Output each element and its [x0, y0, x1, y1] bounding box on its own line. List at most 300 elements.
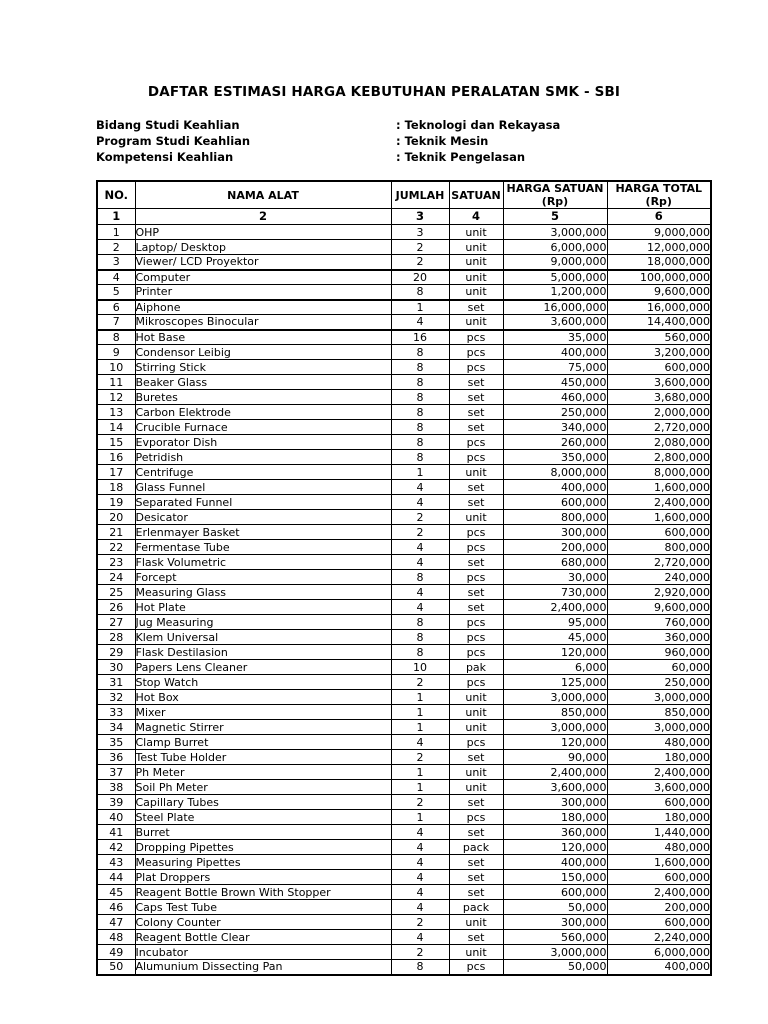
- table-row: [97, 780, 711, 795]
- table-row: [97, 360, 711, 375]
- cell-nama-alat: Crucible Furnace: [135, 420, 391, 435]
- cell-harga-satuan: 3,000,000: [503, 720, 607, 735]
- cell-nama-alat: Laptop/ Desktop: [135, 240, 391, 255]
- cell-no: 6: [97, 300, 135, 315]
- cell-no: 2: [97, 240, 135, 255]
- cell-nama-alat: Klem Universal: [135, 630, 391, 645]
- cell-harga-satuan: 120,000: [503, 645, 607, 660]
- cell-jumlah: 3: [391, 225, 449, 240]
- cell-harga-satuan: 9,000,000: [503, 255, 607, 270]
- cell-satuan: unit: [449, 510, 503, 525]
- table-head: [97, 181, 711, 225]
- cell-jumlah: 1: [391, 780, 449, 795]
- cell-nama-alat: Hot Base: [135, 330, 391, 345]
- cell-harga-satuan: 400,000: [503, 855, 607, 870]
- table-row: [97, 435, 711, 450]
- cell-nama-alat: Measuring Glass: [135, 585, 391, 600]
- cell-jumlah: 1: [391, 705, 449, 720]
- cell-satuan: set: [449, 870, 503, 885]
- table-row: [97, 240, 711, 255]
- cell-harga-satuan: 3,000,000: [503, 690, 607, 705]
- table-row: [97, 255, 711, 270]
- table-row: [97, 960, 711, 975]
- cell-jumlah: 4: [391, 825, 449, 840]
- cell-no: 35: [97, 735, 135, 750]
- cell-jumlah: 4: [391, 930, 449, 945]
- table-row: [97, 405, 711, 420]
- cell-jumlah: 8: [391, 285, 449, 300]
- cell-harga-satuan: 800,000: [503, 510, 607, 525]
- cell-nama-alat: Fermentase Tube: [135, 540, 391, 555]
- cell-harga-satuan: 95,000: [503, 615, 607, 630]
- cell-jumlah: 4: [391, 840, 449, 855]
- cell-no: 27: [97, 615, 135, 630]
- table-row: [97, 450, 711, 465]
- cell-nama-alat: Viewer/ LCD Proyektor: [135, 255, 391, 270]
- cell-nama-alat: Clamp Burret: [135, 735, 391, 750]
- cell-jumlah: 8: [391, 645, 449, 660]
- cell-harga-satuan: 16,000,000: [503, 300, 607, 315]
- cell-jumlah: 4: [391, 555, 449, 570]
- column-header-harga-total-line1: HARGA TOTAL: [615, 182, 703, 195]
- table-row: [97, 600, 711, 615]
- cell-harga-total: 180,000: [607, 750, 711, 765]
- cell-harga-total: 960,000: [607, 645, 711, 660]
- cell-harga-satuan: 260,000: [503, 435, 607, 450]
- meta-value: : Teknik Mesin: [396, 134, 489, 148]
- cell-satuan: set: [449, 480, 503, 495]
- cell-nama-alat: Beaker Glass: [135, 375, 391, 390]
- table-body: [97, 225, 711, 975]
- table-row: [97, 225, 711, 240]
- table-header-row: [97, 181, 711, 209]
- table-row: [97, 705, 711, 720]
- cell-harga-satuan: 3,600,000: [503, 315, 607, 330]
- cell-jumlah: 1: [391, 690, 449, 705]
- cell-nama-alat: Papers Lens Cleaner: [135, 660, 391, 675]
- cell-satuan: set: [449, 750, 503, 765]
- cell-nama-alat: Stirring Stick: [135, 360, 391, 375]
- column-number-5: 5: [503, 209, 607, 225]
- cell-harga-satuan: 350,000: [503, 450, 607, 465]
- cell-no: 41: [97, 825, 135, 840]
- column-header-no: NO.: [97, 181, 135, 209]
- table-row: [97, 525, 711, 540]
- cell-harga-total: 6,000,000: [607, 945, 711, 960]
- cell-nama-alat: Test Tube Holder: [135, 750, 391, 765]
- cell-jumlah: 8: [391, 570, 449, 585]
- cell-no: 26: [97, 600, 135, 615]
- cell-jumlah: 20: [391, 270, 449, 285]
- table-row: [97, 735, 711, 750]
- table-row: [97, 675, 711, 690]
- column-header-jumlah: JUMLAH: [391, 181, 449, 209]
- cell-satuan: set: [449, 585, 503, 600]
- meta-row-kompetensi-keahlian: [96, 149, 768, 165]
- cell-no: 32: [97, 690, 135, 705]
- table-row: [97, 945, 711, 960]
- cell-jumlah: 2: [391, 510, 449, 525]
- cell-nama-alat: OHP: [135, 225, 391, 240]
- cell-harga-total: 240,000: [607, 570, 711, 585]
- cell-harga-satuan: 340,000: [503, 420, 607, 435]
- cell-no: 31: [97, 675, 135, 690]
- cell-jumlah: 4: [391, 900, 449, 915]
- cell-harga-satuan: 850,000: [503, 705, 607, 720]
- table-row: [97, 870, 711, 885]
- table-row: [97, 495, 711, 510]
- cell-nama-alat: Buretes: [135, 390, 391, 405]
- table-row: [97, 540, 711, 555]
- cell-satuan: set: [449, 795, 503, 810]
- cell-harga-total: 1,440,000: [607, 825, 711, 840]
- cell-satuan: pak: [449, 660, 503, 675]
- cell-harga-satuan: 6,000,000: [503, 240, 607, 255]
- cell-no: 38: [97, 780, 135, 795]
- meta-value: : Teknologi dan Rekayasa: [396, 118, 561, 132]
- cell-no: 24: [97, 570, 135, 585]
- cell-nama-alat: Colony Counter: [135, 915, 391, 930]
- cell-harga-satuan: 300,000: [503, 525, 607, 540]
- cell-jumlah: 4: [391, 735, 449, 750]
- cell-harga-satuan: 125,000: [503, 675, 607, 690]
- table-row: [97, 645, 711, 660]
- cell-jumlah: 10: [391, 660, 449, 675]
- cell-jumlah: 4: [391, 585, 449, 600]
- cell-no: 29: [97, 645, 135, 660]
- table-row: [97, 420, 711, 435]
- cell-harga-satuan: 120,000: [503, 735, 607, 750]
- cell-harga-satuan: 450,000: [503, 375, 607, 390]
- cell-nama-alat: Capillary Tubes: [135, 795, 391, 810]
- cell-jumlah: 4: [391, 870, 449, 885]
- cell-satuan: pcs: [449, 960, 503, 975]
- cell-no: 47: [97, 915, 135, 930]
- cell-harga-total: 9,600,000: [607, 600, 711, 615]
- cell-nama-alat: Flask Destilasion: [135, 645, 391, 660]
- cell-jumlah: 4: [391, 885, 449, 900]
- cell-satuan: pcs: [449, 570, 503, 585]
- cell-satuan: unit: [449, 690, 503, 705]
- table-row: [97, 765, 711, 780]
- cell-satuan: set: [449, 825, 503, 840]
- cell-jumlah: 8: [391, 450, 449, 465]
- cell-jumlah: 2: [391, 525, 449, 540]
- cell-harga-satuan: 360,000: [503, 825, 607, 840]
- cell-satuan: set: [449, 555, 503, 570]
- column-number-2: 2: [135, 209, 391, 225]
- cell-satuan: set: [449, 405, 503, 420]
- cell-harga-total: 600,000: [607, 525, 711, 540]
- cell-jumlah: 2: [391, 945, 449, 960]
- cell-harga-total: 1,600,000: [607, 510, 711, 525]
- cell-satuan: pcs: [449, 540, 503, 555]
- cell-harga-total: 16,000,000: [607, 300, 711, 315]
- cell-harga-total: 3,600,000: [607, 375, 711, 390]
- cell-harga-satuan: 180,000: [503, 810, 607, 825]
- cell-harga-total: 2,920,000: [607, 585, 711, 600]
- cell-harga-total: 760,000: [607, 615, 711, 630]
- cell-harga-total: 560,000: [607, 330, 711, 345]
- cell-nama-alat: Separated Funnel: [135, 495, 391, 510]
- cell-harga-satuan: 400,000: [503, 345, 607, 360]
- cell-harga-satuan: 50,000: [503, 960, 607, 975]
- meta-row-program-studi-keahlian: [96, 133, 768, 149]
- document-meta-block: [0, 117, 768, 165]
- cell-nama-alat: Evporator Dish: [135, 435, 391, 450]
- cell-nama-alat: Centrifuge: [135, 465, 391, 480]
- cell-satuan: unit: [449, 720, 503, 735]
- cell-jumlah: 1: [391, 765, 449, 780]
- column-header-harga-satuan-line1: HARGA SATUAN: [506, 182, 604, 195]
- cell-harga-satuan: 35,000: [503, 330, 607, 345]
- cell-harga-satuan: 150,000: [503, 870, 607, 885]
- cell-satuan: unit: [449, 240, 503, 255]
- cell-no: 5: [97, 285, 135, 300]
- table-row: [97, 330, 711, 345]
- cell-nama-alat: Magnetic Stirrer: [135, 720, 391, 735]
- cell-jumlah: 8: [391, 375, 449, 390]
- cell-harga-total: 9,000,000: [607, 225, 711, 240]
- cell-satuan: set: [449, 885, 503, 900]
- cell-satuan: pack: [449, 840, 503, 855]
- cell-no: 48: [97, 930, 135, 945]
- cell-jumlah: 8: [391, 960, 449, 975]
- cell-harga-total: 600,000: [607, 870, 711, 885]
- cell-nama-alat: Measuring Pipettes: [135, 855, 391, 870]
- cell-nama-alat: Hot Box: [135, 690, 391, 705]
- table-row: [97, 660, 711, 675]
- table-row: [97, 315, 711, 330]
- cell-harga-satuan: 1,200,000: [503, 285, 607, 300]
- cell-nama-alat: Dropping Pipettes: [135, 840, 391, 855]
- cell-no: 19: [97, 495, 135, 510]
- table-row: [97, 375, 711, 390]
- cell-harga-total: 18,000,000: [607, 255, 711, 270]
- cell-harga-total: 100,000,000: [607, 270, 711, 285]
- cell-nama-alat: Alumunium Dissecting Pan: [135, 960, 391, 975]
- table-row: [97, 390, 711, 405]
- cell-no: 15: [97, 435, 135, 450]
- cell-no: 12: [97, 390, 135, 405]
- cell-jumlah: 2: [391, 675, 449, 690]
- cell-nama-alat: Steel Plate: [135, 810, 391, 825]
- cell-satuan: unit: [449, 705, 503, 720]
- cell-harga-total: 360,000: [607, 630, 711, 645]
- cell-satuan: set: [449, 375, 503, 390]
- table-row: [97, 900, 711, 915]
- table-row: [97, 615, 711, 630]
- cell-jumlah: 4: [391, 480, 449, 495]
- table-row: [97, 750, 711, 765]
- cell-jumlah: 2: [391, 240, 449, 255]
- cell-harga-total: 2,720,000: [607, 555, 711, 570]
- table-row: [97, 345, 711, 360]
- cell-no: 34: [97, 720, 135, 735]
- cell-satuan: pcs: [449, 435, 503, 450]
- table-row: [97, 570, 711, 585]
- cell-nama-alat: Hot Plate: [135, 600, 391, 615]
- cell-nama-alat: Plat Droppers: [135, 870, 391, 885]
- cell-harga-total: 480,000: [607, 840, 711, 855]
- cell-harga-total: 8,000,000: [607, 465, 711, 480]
- cell-harga-satuan: 680,000: [503, 555, 607, 570]
- table-row: [97, 690, 711, 705]
- cell-no: 13: [97, 405, 135, 420]
- cell-harga-satuan: 200,000: [503, 540, 607, 555]
- cell-harga-satuan: 8,000,000: [503, 465, 607, 480]
- column-header-harga-satuan-line2: (Rp): [541, 195, 569, 208]
- column-header-harga-total-line2: (Rp): [645, 195, 672, 208]
- meta-label: Bidang Studi Keahlian: [96, 118, 240, 132]
- cell-harga-satuan: 30,000: [503, 570, 607, 585]
- meta-value: : Teknik Pengelasan: [396, 150, 526, 164]
- cell-no: 20: [97, 510, 135, 525]
- cell-jumlah: 4: [391, 540, 449, 555]
- table-row: [97, 840, 711, 855]
- cell-harga-total: 2,240,000: [607, 930, 711, 945]
- cell-harga-satuan: 400,000: [503, 480, 607, 495]
- cell-harga-total: 480,000: [607, 735, 711, 750]
- cell-nama-alat: Mikroscopes Binocular: [135, 315, 391, 330]
- cell-harga-total: 3,680,000: [607, 390, 711, 405]
- cell-jumlah: 8: [391, 405, 449, 420]
- cell-harga-satuan: 3,600,000: [503, 780, 607, 795]
- cell-jumlah: 2: [391, 750, 449, 765]
- cell-jumlah: 4: [391, 495, 449, 510]
- cell-nama-alat: Desicator: [135, 510, 391, 525]
- cell-harga-satuan: 460,000: [503, 390, 607, 405]
- cell-no: 9: [97, 345, 135, 360]
- cell-harga-total: 600,000: [607, 795, 711, 810]
- cell-no: 46: [97, 900, 135, 915]
- cell-harga-total: 3,200,000: [607, 345, 711, 360]
- cell-harga-total: 1,600,000: [607, 480, 711, 495]
- cell-harga-satuan: 3,000,000: [503, 945, 607, 960]
- column-number-row: [97, 209, 711, 225]
- cell-harga-satuan: 2,400,000: [503, 765, 607, 780]
- cell-jumlah: 8: [391, 435, 449, 450]
- table-row: [97, 720, 711, 735]
- cell-no: 22: [97, 540, 135, 555]
- cell-no: 49: [97, 945, 135, 960]
- cell-satuan: set: [449, 390, 503, 405]
- cell-nama-alat: Reagent Bottle Clear: [135, 930, 391, 945]
- table-row: [97, 825, 711, 840]
- cell-no: 16: [97, 450, 135, 465]
- page-title: DAFTAR ESTIMASI HARGA KEBUTUHAN PERALATAN SMK - SBI: [147, 84, 621, 100]
- cell-harga-total: 3,000,000: [607, 690, 711, 705]
- cell-satuan: unit: [449, 255, 503, 270]
- cell-jumlah: 8: [391, 390, 449, 405]
- cell-satuan: unit: [449, 315, 503, 330]
- column-number-1: 1: [97, 209, 135, 225]
- cell-satuan: unit: [449, 465, 503, 480]
- cell-nama-alat: Condensor Leibig: [135, 345, 391, 360]
- table-row: [97, 855, 711, 870]
- cell-satuan: pcs: [449, 345, 503, 360]
- cell-satuan: pack: [449, 900, 503, 915]
- table-row: [97, 300, 711, 315]
- cell-satuan: pcs: [449, 675, 503, 690]
- table-row: [97, 285, 711, 300]
- cell-harga-satuan: 75,000: [503, 360, 607, 375]
- cell-satuan: set: [449, 855, 503, 870]
- cell-harga-total: 250,000: [607, 675, 711, 690]
- cell-harga-total: 600,000: [607, 915, 711, 930]
- cell-satuan: unit: [449, 225, 503, 240]
- cell-harga-total: 400,000: [607, 960, 711, 975]
- cell-nama-alat: Ph Meter: [135, 765, 391, 780]
- cell-nama-alat: Jug Measuring: [135, 615, 391, 630]
- cell-harga-total: 2,800,000: [607, 450, 711, 465]
- cell-harga-satuan: 90,000: [503, 750, 607, 765]
- cell-harga-satuan: 120,000: [503, 840, 607, 855]
- column-header-satuan: SATUAN: [449, 181, 503, 209]
- cell-nama-alat: Incubator: [135, 945, 391, 960]
- cell-no: 3: [97, 255, 135, 270]
- cell-no: 21: [97, 525, 135, 540]
- cell-satuan: unit: [449, 765, 503, 780]
- column-number-6: 6: [607, 209, 711, 225]
- cell-nama-alat: Computer: [135, 270, 391, 285]
- column-header-harga-satuan: [503, 181, 607, 209]
- table-row: [97, 810, 711, 825]
- cell-satuan: unit: [449, 285, 503, 300]
- cell-no: 25: [97, 585, 135, 600]
- table-row: [97, 630, 711, 645]
- cell-nama-alat: Mixer: [135, 705, 391, 720]
- cell-jumlah: 8: [391, 630, 449, 645]
- cell-harga-satuan: 45,000: [503, 630, 607, 645]
- column-header-harga-total: [607, 181, 711, 209]
- cell-satuan: pcs: [449, 330, 503, 345]
- cell-harga-satuan: 50,000: [503, 900, 607, 915]
- meta-label: Program Studi Keahlian: [96, 134, 251, 148]
- cell-harga-total: 60,000: [607, 660, 711, 675]
- cell-satuan: unit: [449, 945, 503, 960]
- cell-satuan: pcs: [449, 360, 503, 375]
- cell-harga-satuan: 300,000: [503, 915, 607, 930]
- cell-nama-alat: Aiphone: [135, 300, 391, 315]
- cell-harga-total: 800,000: [607, 540, 711, 555]
- column-number-4: 4: [449, 209, 503, 225]
- cell-no: 11: [97, 375, 135, 390]
- table-row: [97, 915, 711, 930]
- cell-satuan: pcs: [449, 735, 503, 750]
- cell-harga-satuan: 5,000,000: [503, 270, 607, 285]
- cell-nama-alat: Erlenmayer Basket: [135, 525, 391, 540]
- cell-no: 8: [97, 330, 135, 345]
- cell-no: 23: [97, 555, 135, 570]
- cell-no: 30: [97, 660, 135, 675]
- cell-no: 14: [97, 420, 135, 435]
- cell-harga-total: 1,600,000: [607, 855, 711, 870]
- cell-harga-total: 3,000,000: [607, 720, 711, 735]
- cell-harga-satuan: 250,000: [503, 405, 607, 420]
- table-row: [97, 480, 711, 495]
- cell-harga-total: 9,600,000: [607, 285, 711, 300]
- equipment-estimate-table: [96, 180, 712, 976]
- cell-nama-alat: Caps Test Tube: [135, 900, 391, 915]
- cell-no: 18: [97, 480, 135, 495]
- cell-nama-alat: Flask Volumetric: [135, 555, 391, 570]
- cell-harga-satuan: 560,000: [503, 930, 607, 945]
- table-row: [97, 885, 711, 900]
- meta-row-bidang-studi-keahlian: [96, 117, 768, 133]
- cell-satuan: pcs: [449, 630, 503, 645]
- cell-jumlah: 8: [391, 345, 449, 360]
